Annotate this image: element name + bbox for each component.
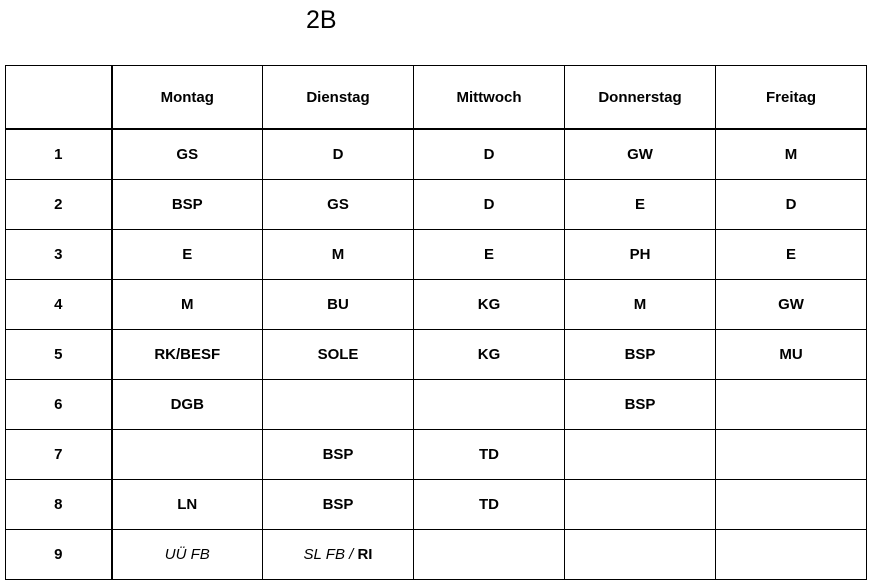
page-title: 2B: [306, 6, 337, 34]
subject-cell: GS: [263, 180, 414, 230]
subject-cell: M: [263, 230, 414, 280]
table-row: [6, 480, 867, 530]
subject-cell: [112, 530, 263, 580]
subject-cell: GW: [565, 129, 716, 180]
subject-cell: BSP: [565, 380, 716, 430]
subject-cell: D: [263, 129, 414, 180]
subject-cell: [716, 480, 867, 530]
subject-cell: E: [565, 180, 716, 230]
period-number: 1: [6, 129, 112, 180]
subject-cell: RK/BESF: [112, 330, 263, 380]
subject-cell: KG: [414, 330, 565, 380]
subject-cell: [263, 380, 414, 430]
subject-cell: [263, 530, 414, 580]
day-header: Mittwoch: [414, 66, 565, 130]
subject-cell: LN: [112, 480, 263, 530]
period-number: 9: [6, 530, 112, 580]
subject-cell: D: [414, 180, 565, 230]
period-number: 5: [6, 330, 112, 380]
subject-cell: BSP: [565, 330, 716, 380]
subject-cell: E: [112, 230, 263, 280]
subject-cell: [112, 430, 263, 480]
subject-cell: TD: [414, 430, 565, 480]
table-row: [6, 330, 867, 380]
table-row: [6, 430, 867, 480]
subject-cell: M: [565, 280, 716, 330]
subject-cell: BU: [263, 280, 414, 330]
subject-cell: M: [716, 129, 867, 180]
separator-text: /: [344, 546, 358, 563]
period-number: 7: [6, 430, 112, 480]
subject-cell: KG: [414, 280, 565, 330]
corner-cell: [6, 66, 112, 130]
day-header: Donnerstag: [565, 66, 716, 130]
subject-cell: DGB: [112, 380, 263, 430]
subject-cell: SOLE: [263, 330, 414, 380]
subject-cell: [716, 380, 867, 430]
subject-cell: GW: [716, 280, 867, 330]
subject-text: UÜ FB: [164, 546, 210, 563]
subject-text: RI: [357, 546, 373, 563]
subject-cell: BSP: [112, 180, 263, 230]
subject-cell: D: [414, 129, 565, 180]
period-number: 8: [6, 480, 112, 530]
day-header: Montag: [112, 66, 263, 130]
table-row: [6, 530, 867, 580]
day-header: Dienstag: [263, 66, 414, 130]
header-row: [6, 66, 867, 130]
subject-cell: E: [716, 230, 867, 280]
period-number: 3: [6, 230, 112, 280]
period-number: 6: [6, 380, 112, 430]
subject-cell: [414, 530, 565, 580]
subject-cell: [716, 530, 867, 580]
period-number: 4: [6, 280, 112, 330]
subject-cell: BSP: [263, 480, 414, 530]
day-header: Freitag: [716, 66, 867, 130]
subject-cell: E: [414, 230, 565, 280]
subject-cell: [565, 530, 716, 580]
subject-text: SL FB: [303, 546, 345, 563]
subject-cell: GS: [112, 129, 263, 180]
subject-cell: BSP: [263, 430, 414, 480]
subject-cell: [716, 430, 867, 480]
subject-cell: PH: [565, 230, 716, 280]
timetable: [5, 65, 867, 580]
table-row: [6, 280, 867, 330]
subject-cell: M: [112, 280, 263, 330]
table-row: [6, 180, 867, 230]
table-row: [6, 129, 867, 180]
subject-cell: [565, 480, 716, 530]
subject-cell: [565, 430, 716, 480]
subject-cell: D: [716, 180, 867, 230]
subject-cell: MU: [716, 330, 867, 380]
period-number: 2: [6, 180, 112, 230]
subject-cell: TD: [414, 480, 565, 530]
table-row: [6, 380, 867, 430]
subject-cell: [414, 380, 565, 430]
table-row: [6, 230, 867, 280]
